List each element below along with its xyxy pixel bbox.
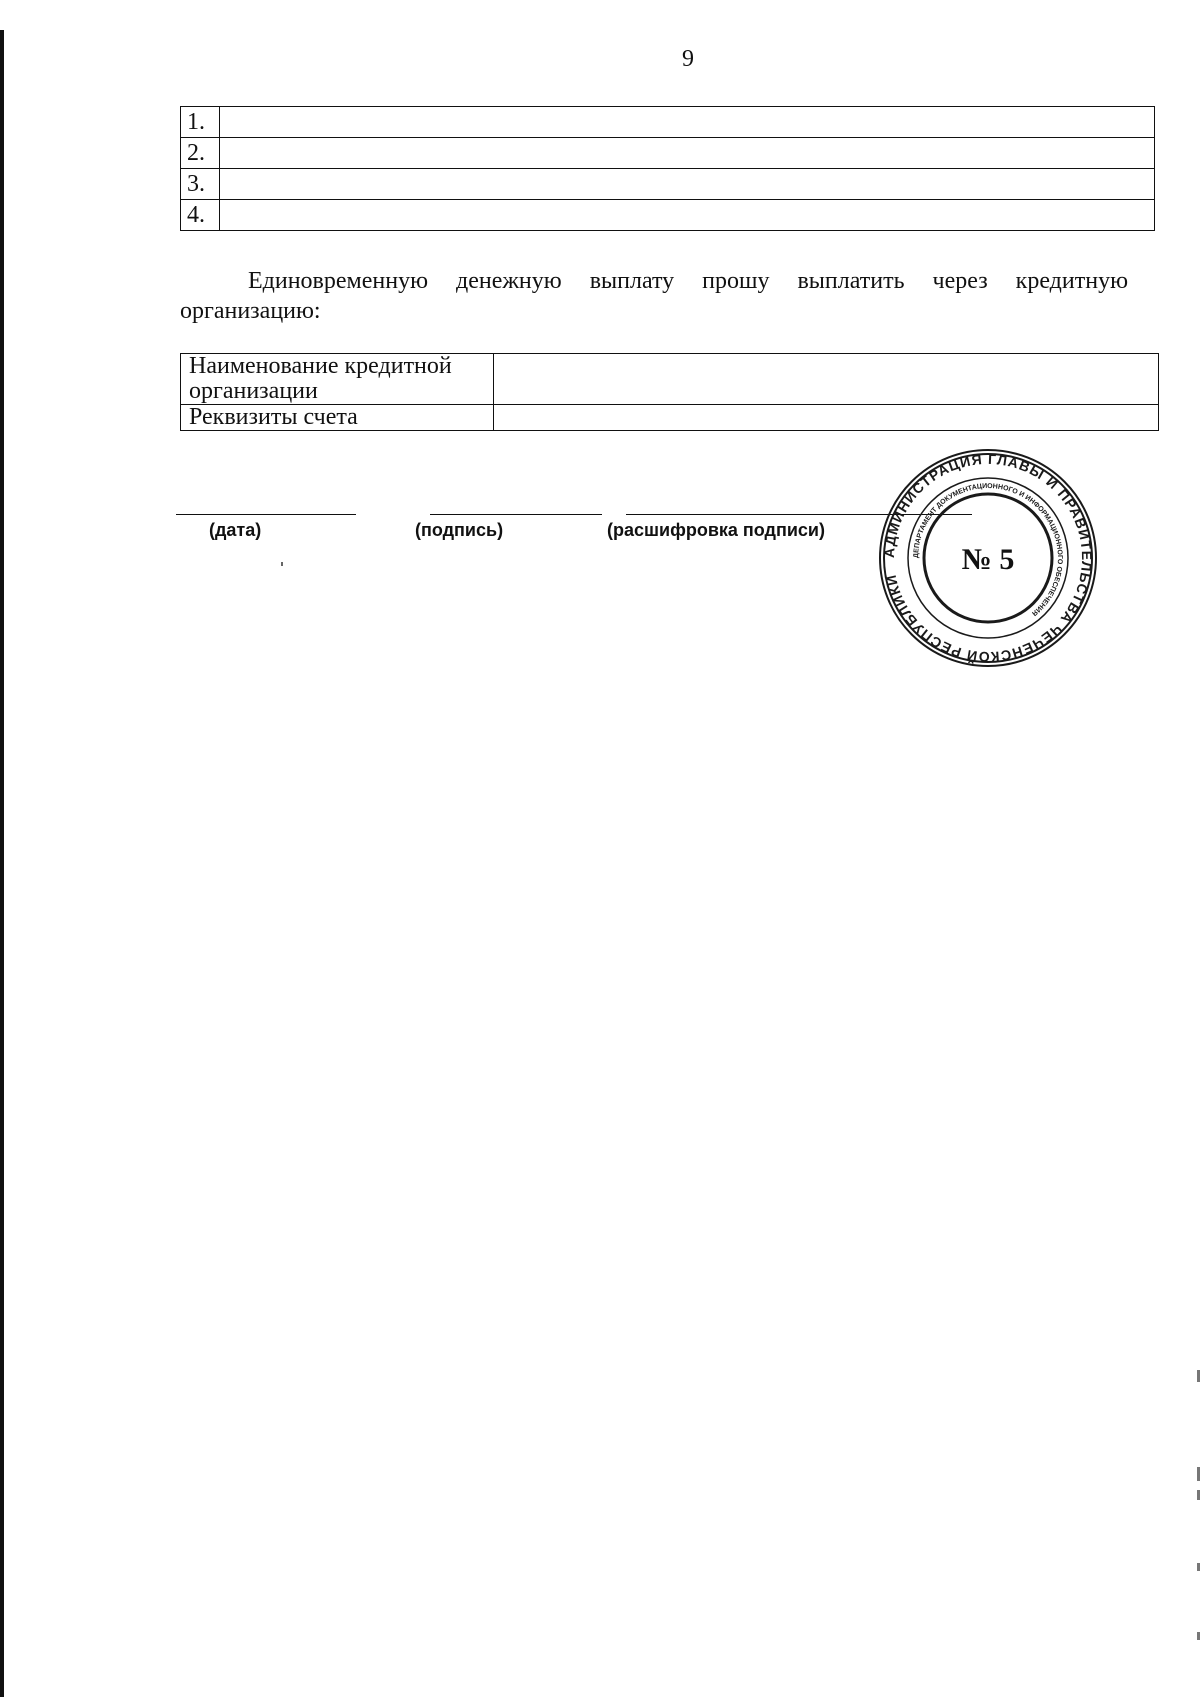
payment-paragraph-text: Единовременную денежную выплату прошу выплатить через кредитную организацию:: [180, 268, 1128, 324]
page-number: 9: [682, 46, 694, 72]
row-index: 4.: [181, 200, 220, 231]
date-label: (дата): [209, 520, 262, 540]
row-cell[interactable]: [220, 169, 1155, 200]
scan-speck: [281, 562, 283, 566]
row-cell[interactable]: [220, 107, 1155, 138]
signature-decode-label: (расшифровка подписи): [607, 520, 825, 540]
date-line[interactable]: [176, 514, 356, 515]
signature-label: (подпись): [415, 520, 504, 540]
signature-line[interactable]: [430, 514, 602, 515]
table-row: [181, 354, 1159, 405]
account-details-label: Реквизиты счета: [181, 405, 494, 431]
official-stamp: [870, 447, 1106, 669]
row-cell[interactable]: [220, 200, 1155, 231]
account-details-value[interactable]: [494, 405, 1159, 431]
table-row: [181, 200, 1155, 231]
table-row: [181, 138, 1155, 169]
stamp-number: № 5: [961, 543, 1015, 576]
row-cell[interactable]: [220, 138, 1155, 169]
table-row: [181, 169, 1155, 200]
row-index: 1.: [181, 107, 220, 138]
payment-paragraph: [180, 266, 1128, 326]
stamp-outer-text: АДМИНИСТРАЦИЯ ГЛАВЫ И ПРАВИТЕЛЬСТВА ЧЕЧЕНСКОЙ РЕСПУБЛИКИ: [880, 450, 1096, 666]
bank-name-label: Наименование кредитной организации: [181, 354, 494, 405]
bank-name-value[interactable]: [494, 354, 1159, 405]
row-index: 2.: [181, 138, 220, 169]
scan-edge: [0, 30, 4, 1697]
stamp-icon: [870, 447, 1106, 669]
stamp-inner-text: ДЕПАРТАМЕНТ ДОКУМЕНТАЦИОННОГО И ИНФОРМАЦИОННОГО ОБЕСПЕЧЕНИЯ: [912, 482, 1064, 617]
table-row: [181, 405, 1159, 431]
bank-details-table: [180, 353, 1159, 431]
table-row: [181, 107, 1155, 138]
row-index: 3.: [181, 169, 220, 200]
numbered-table: [180, 106, 1155, 231]
